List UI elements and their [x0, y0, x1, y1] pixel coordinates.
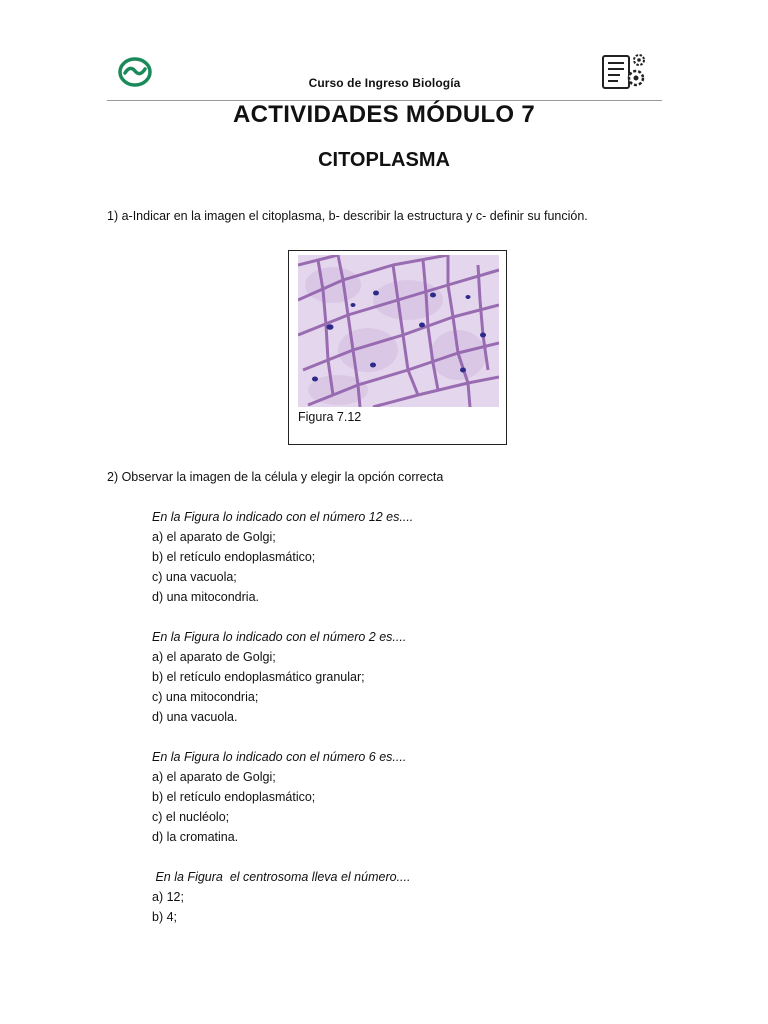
question-prompt: En la Figura lo indicado con el número 6 es.... [152, 750, 407, 764]
answer-option: b) el retículo endoplasmático granular; [152, 670, 365, 684]
answer-option: b) el retículo endoplasmático; [152, 550, 316, 564]
figure-caption: Figura 7.12 [298, 410, 362, 424]
question-2: 2) Observar la imagen de la célula y elegir la opción correcta [107, 470, 444, 484]
answer-option: b) el retículo endoplasmático; [152, 790, 316, 804]
page-title: ACTIVIDADES MÓDULO 7 [232, 101, 535, 128]
figure-box [288, 250, 507, 445]
answer-option: c) una mitocondria; [152, 690, 259, 704]
onion-cells-micrograph [298, 255, 499, 407]
page-header [107, 44, 662, 101]
document-gears-icon [600, 48, 648, 92]
answer-option: a) el aparato de Golgi; [152, 530, 276, 544]
answer-option: c) el nucléolo; [152, 810, 230, 824]
question-1: 1) a-Indicar en la imagen el citoplasma, b- describir la estructura y c- definir su función. [107, 209, 588, 223]
answer-option: a) 12; [152, 890, 184, 904]
answer-option: d) la cromatina. [152, 830, 239, 844]
answer-option: d) una mitocondria. [152, 590, 260, 604]
course-title: Curso de Ingreso Biología [308, 76, 461, 90]
question-prompt: En la Figura el centrosoma lleva el número.... [152, 870, 411, 884]
answer-option: c) una vacuola; [152, 570, 237, 584]
answer-option: b) 4; [152, 910, 178, 924]
section-title: CITOPLASMA [318, 149, 450, 171]
answer-option: a) el aparato de Golgi; [152, 650, 276, 664]
question-prompt: En la Figura lo indicado con el número 2 es.... [152, 630, 407, 644]
answer-option: a) el aparato de Golgi; [152, 770, 276, 784]
answer-option: d) una vacuola. [152, 710, 238, 724]
question-prompt: En la Figura lo indicado con el número 12 es.... [152, 510, 414, 524]
